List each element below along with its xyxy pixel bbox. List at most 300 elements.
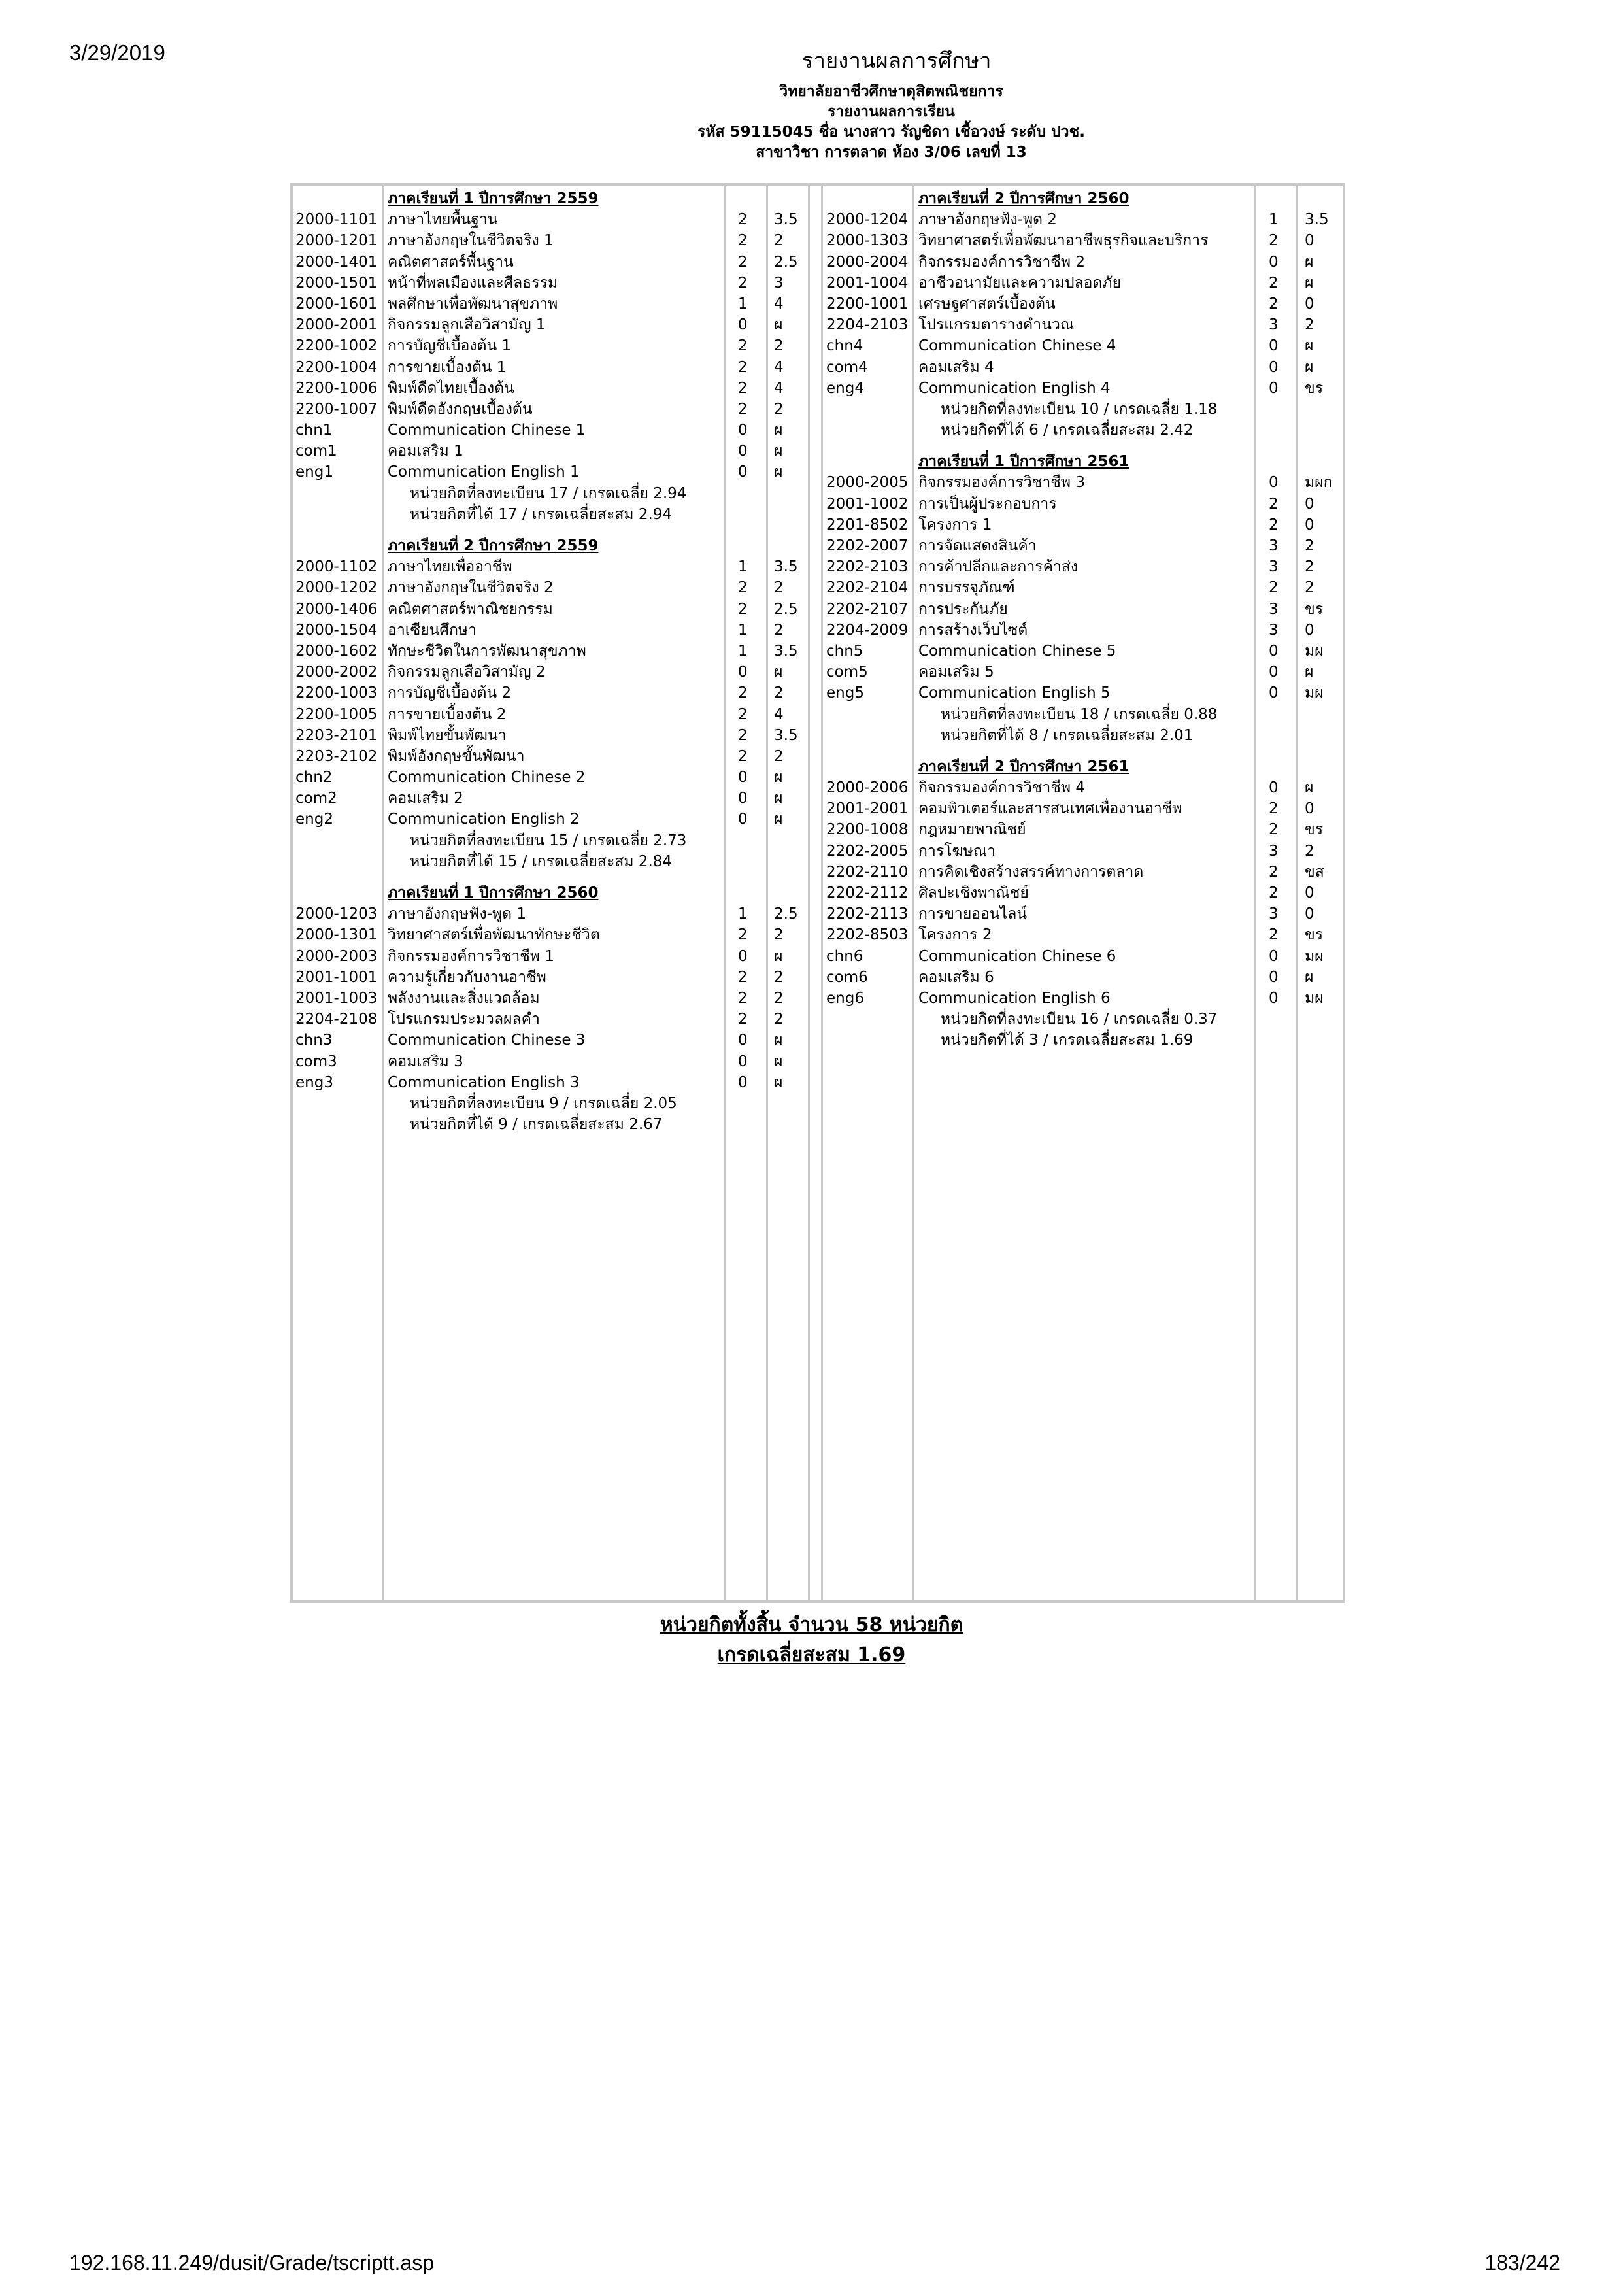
course-code: eng1 <box>295 464 333 481</box>
course-row <box>826 273 1343 294</box>
course-credits: 2 <box>738 232 748 250</box>
course-credits: 0 <box>1269 253 1279 271</box>
course-credits: 0 <box>738 811 748 828</box>
course-code: 2001-1002 <box>826 495 909 513</box>
course-name: กิจกรรมองค์การวิชาชีพ 3 <box>918 474 1085 492</box>
course-name: Communication English 1 <box>388 464 580 481</box>
course-code: chn2 <box>295 769 333 786</box>
course-code: 2000-1303 <box>826 232 909 250</box>
course-name: Communication Chinese 1 <box>388 422 586 439</box>
semester-heading <box>826 188 1343 209</box>
course-grade: 2 <box>774 684 784 702</box>
course-grade: ขร <box>1305 600 1324 618</box>
course-code: chn5 <box>826 642 863 660</box>
course-name: การเป็นผู้ประกอบการ <box>918 495 1057 513</box>
course-code: 2200-1006 <box>295 379 378 397</box>
report-name: รายงานผลการเรียน <box>828 103 955 120</box>
semester-heading <box>295 883 818 903</box>
course-row <box>295 1072 818 1093</box>
print-date: 3/29/2019 <box>69 41 165 65</box>
course-code: 2001-1004 <box>826 274 909 292</box>
summary-text: หน่วยกิตที่ได้ 15 / เกรดเฉลี่ยสะสม 2.84 <box>410 853 673 870</box>
course-grade: 2.5 <box>774 253 798 271</box>
course-code: com3 <box>295 1053 337 1070</box>
course-code: 2204-2009 <box>826 621 909 639</box>
course-row <box>295 294 818 314</box>
course-row <box>826 946 1343 967</box>
summary-text: หน่วยกิตที่ลงทะเบียน 18 / เกรดเฉลี่ย 0.88 <box>941 705 1218 723</box>
course-grade: มผ <box>1305 989 1324 1007</box>
course-row <box>826 335 1343 356</box>
course-row <box>295 314 818 335</box>
semester-gap <box>295 525 818 535</box>
course-credits: 2 <box>738 253 748 271</box>
semester-gap <box>826 441 1343 451</box>
course-credits: 2 <box>1269 232 1279 250</box>
course-name: กฎหมายพาณิชย์ <box>918 821 1026 839</box>
course-name: Communication Chinese 3 <box>388 1032 586 1049</box>
course-name: คอมพิวเตอร์และสารสนเทศเพื่องานอาชีพ <box>918 800 1182 818</box>
course-grade: 3 <box>774 274 784 292</box>
semester-title: ภาคเรียนที่ 2 ปีการศึกษา 2559 <box>388 537 599 554</box>
course-code: com5 <box>826 664 868 681</box>
course-credits: 0 <box>738 316 748 334</box>
course-row <box>295 903 818 924</box>
course-name: คอมเสริม 6 <box>918 968 994 986</box>
course-name: คอมเสริม 5 <box>918 664 994 681</box>
course-credits: 2 <box>738 747 748 765</box>
course-grade: ผ <box>774 422 783 439</box>
course-grade: 2 <box>774 926 784 944</box>
course-credits: 2 <box>738 211 748 229</box>
course-name: การประกันภัย <box>918 600 1008 618</box>
course-code: com1 <box>295 443 337 460</box>
course-credits: 3 <box>1269 537 1279 554</box>
course-credits: 1 <box>738 295 748 312</box>
total-credits: หน่วยกิตทั้งสิ้น จำนวน 58 หน่วยกิต <box>660 1613 963 1636</box>
course-grade: ผ <box>1305 337 1314 355</box>
course-code: 2001-1001 <box>295 968 378 986</box>
course-grade: 0 <box>1305 495 1314 513</box>
course-grade: 2 <box>1305 537 1314 554</box>
course-code: com4 <box>826 358 868 376</box>
course-code: 2200-1004 <box>295 358 378 376</box>
course-credits: 2 <box>1269 495 1279 513</box>
course-grade: ขร <box>1305 821 1324 839</box>
summary-text: หน่วยกิตที่ได้ 6 / เกรดเฉลี่ยสะสม 2.42 <box>941 422 1194 439</box>
course-grade: 2 <box>774 400 784 418</box>
course-grade: 2 <box>1305 558 1314 576</box>
course-credits: 2 <box>738 968 748 986</box>
course-grade: ผ <box>774 790 783 807</box>
course-code: 2000-1301 <box>295 926 378 944</box>
course-grade: 0 <box>1305 885 1314 902</box>
course-grade: ผ <box>774 464 783 481</box>
course-grade: 3.5 <box>774 558 798 576</box>
course-code: 2000-1504 <box>295 621 378 639</box>
course-credits: 2 <box>1269 274 1279 292</box>
course-credits: 2 <box>1269 295 1279 312</box>
course-name: Communication English 2 <box>388 811 580 828</box>
course-credits: 2 <box>1269 516 1279 533</box>
course-grade: ผ <box>774 443 783 460</box>
report-header <box>0 82 1623 163</box>
course-grade: 3.5 <box>774 211 798 229</box>
course-name: Communication English 4 <box>918 379 1111 397</box>
course-row <box>826 883 1343 903</box>
course-code: chn4 <box>826 337 863 355</box>
student-info: รหัส 59115045 ชื่อ นางสาว รัญชิดา เชื้อวงษ์ ระดับ ปวช. <box>697 124 1085 141</box>
course-grade: 2 <box>774 989 784 1007</box>
course-row <box>295 441 818 462</box>
course-code: 2202-2007 <box>826 537 909 554</box>
course-credits: 3 <box>1269 842 1279 860</box>
course-row <box>826 683 1343 703</box>
course-row <box>826 357 1343 378</box>
course-credits: 3 <box>1269 600 1279 618</box>
course-name: ภาษาอังกฤษในชีวิตจริง 1 <box>388 232 554 250</box>
semester-gap <box>295 872 818 883</box>
course-name: พิมพ์ดีดอังกฤษเบื้องต้น <box>388 400 533 418</box>
course-name: วิทยาศาสตร์เพื่อพัฒนาอาชีพธุรกิจและบริการ <box>918 232 1209 250</box>
course-name: พลศึกษาเพื่อพัฒนาสุขภาพ <box>388 295 558 312</box>
course-code: 2202-2110 <box>826 863 909 881</box>
course-code: 2202-8503 <box>826 926 909 944</box>
summary-text: หน่วยกิตที่ได้ 17 / เกรดเฉลี่ยสะสม 2.94 <box>410 505 673 523</box>
course-grade: มผก <box>1305 474 1333 492</box>
course-row <box>295 420 818 441</box>
course-code: 2202-2103 <box>826 558 909 576</box>
course-name: อาชีวอนามัยและความปลอดภัย <box>918 274 1122 292</box>
course-grade: 3.5 <box>774 726 798 744</box>
course-row <box>826 314 1343 335</box>
course-grade: 2 <box>1305 842 1314 860</box>
course-grade: ผ <box>774 1053 783 1070</box>
course-credits: 0 <box>738 1053 748 1070</box>
semester-heading <box>826 451 1343 472</box>
course-credits: 2 <box>738 358 748 376</box>
course-code: eng6 <box>826 989 864 1007</box>
course-credits: 3 <box>1269 621 1279 639</box>
course-credits: 2 <box>738 337 748 355</box>
course-code: 2000-1406 <box>295 600 378 618</box>
course-credits: 0 <box>738 464 748 481</box>
semester-summary <box>295 830 818 851</box>
semester-summary <box>826 399 1343 420</box>
course-credits: 1 <box>738 621 748 639</box>
course-grade: ผ <box>774 769 783 786</box>
course-name: หน้าที่พลเมืองและศีลธรรม <box>388 274 558 292</box>
summary-text: หน่วยกิตที่ลงทะเบียน 15 / เกรดเฉลี่ย 2.73 <box>410 832 687 849</box>
course-row <box>826 798 1343 819</box>
course-code: 2202-2113 <box>826 905 909 923</box>
course-row <box>826 230 1343 251</box>
course-code: 2000-1602 <box>295 642 378 660</box>
semester-summary <box>826 420 1343 441</box>
class-info: สาขาวิชา การตลาด ห้อง 3/06 เลขที่ 13 <box>756 144 1027 161</box>
course-grade: ผ <box>774 316 783 334</box>
course-grade: 2 <box>1305 579 1314 597</box>
course-credits: 3 <box>1269 905 1279 923</box>
course-row <box>295 788 818 809</box>
course-credits: 0 <box>738 664 748 681</box>
course-name: ภาษาอังกฤษในชีวิตจริง 2 <box>388 579 554 597</box>
semester-gap <box>826 746 1343 756</box>
course-code: 2200-1005 <box>295 705 378 723</box>
course-code: 2001-1003 <box>295 989 378 1007</box>
course-credits: 3 <box>1269 316 1279 334</box>
course-row <box>826 641 1343 662</box>
course-name: พิมพ์ไทยขั้นพัฒนา <box>388 726 507 744</box>
course-credits: 2 <box>738 600 748 618</box>
course-credits: 2 <box>1269 926 1279 944</box>
course-grade: ผ <box>1305 274 1314 292</box>
course-name: อาเซียนศึกษา <box>388 621 477 639</box>
course-credits: 0 <box>1269 337 1279 355</box>
course-name: คอมเสริม 3 <box>388 1053 463 1070</box>
course-credits: 0 <box>1269 358 1279 376</box>
course-grade: ขร <box>1305 926 1324 944</box>
course-credits: 2 <box>1269 863 1279 881</box>
course-code: 2000-2004 <box>826 253 909 271</box>
course-code: 2201-8502 <box>826 516 909 533</box>
course-credits: 0 <box>1269 989 1279 1007</box>
course-credits: 0 <box>1269 968 1279 986</box>
course-code: 2202-2104 <box>826 579 909 597</box>
school-name: วิทยาลัยอาชีวศึกษาดุสิตพณิชยการ <box>779 83 1003 100</box>
course-row <box>295 1030 818 1051</box>
semester-title: ภาคเรียนที่ 2 ปีการศึกษา 2560 <box>918 190 1129 207</box>
course-grade: มผ <box>1305 947 1324 965</box>
course-row <box>295 335 818 356</box>
semester-summary <box>826 725 1343 746</box>
course-name: พิมพ์ดีดไทยเบื้องต้น <box>388 379 514 397</box>
course-row <box>826 535 1343 556</box>
semester-title: ภาคเรียนที่ 2 ปีการศึกษา 2561 <box>918 758 1129 775</box>
course-credits: 0 <box>738 947 748 965</box>
semester-summary <box>295 1093 818 1114</box>
course-credits: 2 <box>738 726 748 744</box>
course-grade: 2.5 <box>774 905 798 923</box>
semester-summary <box>295 1114 818 1135</box>
course-name: กิจกรรมองค์การวิชาชีพ 2 <box>918 253 1085 271</box>
course-code: chn6 <box>826 947 863 965</box>
course-row <box>295 946 818 967</box>
summary-text: หน่วยกิตที่ลงทะเบียน 9 / เกรดเฉลี่ย 2.05 <box>410 1094 677 1112</box>
semester-title: ภาคเรียนที่ 1 ปีการศึกษา 2561 <box>918 453 1129 471</box>
semester-summary <box>826 704 1343 725</box>
page-title <box>0 43 1623 78</box>
course-code: 2000-1401 <box>295 253 378 271</box>
course-code: 2000-1101 <box>295 211 378 229</box>
course-name: คณิตศาสตร์พื้นฐาน <box>388 253 514 271</box>
summary-text: หน่วยกิตที่ลงทะเบียน 16 / เกรดเฉลี่ย 0.37 <box>941 1011 1218 1028</box>
course-row <box>826 252 1343 273</box>
course-name: Communication English 3 <box>388 1073 580 1091</box>
course-credits: 2 <box>738 684 748 702</box>
course-code: 2000-1204 <box>826 211 909 229</box>
course-row <box>826 988 1343 1009</box>
course-row <box>826 209 1343 230</box>
course-grade: 2 <box>774 968 784 986</box>
course-name: คอมเสริม 4 <box>918 358 994 376</box>
course-grade: ผ <box>1305 358 1314 376</box>
course-row <box>295 462 818 482</box>
course-credits: 2 <box>738 274 748 292</box>
course-grade: 4 <box>774 379 784 397</box>
course-grade: 0 <box>1305 905 1314 923</box>
course-row <box>826 599 1343 620</box>
course-code: eng5 <box>826 684 864 702</box>
course-row <box>295 620 818 641</box>
course-code: 2000-1102 <box>295 558 378 576</box>
course-code: 2000-1601 <box>295 295 378 312</box>
course-grade: 3.5 <box>1305 211 1329 229</box>
course-grade: 2 <box>774 747 784 765</box>
course-name: เศรษฐศาสตร์เบื้องต้น <box>918 295 1056 312</box>
course-code: 2200-1002 <box>295 337 378 355</box>
course-grade: 2 <box>774 579 784 597</box>
course-credits: 0 <box>1269 642 1279 660</box>
course-grade: 0 <box>1305 295 1314 312</box>
course-name: การบัญชีเบื้องต้น 1 <box>388 337 512 355</box>
course-credits: 3 <box>1269 558 1279 576</box>
course-credits: 0 <box>738 769 748 786</box>
course-code: 2000-1203 <box>295 905 378 923</box>
course-credits: 1 <box>738 558 748 576</box>
right-column <box>826 188 1343 1051</box>
course-name: ภาษาไทยเพื่ออาชีพ <box>388 558 512 576</box>
course-name: การบัญชีเบื้องต้น 2 <box>388 684 512 702</box>
course-credits: 2 <box>1269 579 1279 597</box>
course-code: chn3 <box>295 1032 333 1049</box>
course-name: โครงการ 2 <box>918 926 992 944</box>
course-grade: มผ <box>1305 684 1324 702</box>
course-code: 2000-2006 <box>826 779 909 797</box>
course-code: 2200-1003 <box>295 684 378 702</box>
course-name: ความรู้เกี่ยวกับงานอาชีพ <box>388 968 546 986</box>
course-grade: 4 <box>774 705 784 723</box>
course-name: โปรแกรมประมวลผลคำ <box>388 1011 540 1028</box>
course-name: กิจกรรมลูกเสือวิสามัญ 2 <box>388 664 546 681</box>
course-row <box>295 746 818 767</box>
course-name: ทักษะชีวิตในการพัฒนาสุขภาพ <box>388 642 586 660</box>
course-code: 2000-1501 <box>295 274 378 292</box>
summary-text: หน่วยกิตที่ได้ 3 / เกรดเฉลี่ยสะสม 1.69 <box>941 1032 1194 1049</box>
course-row <box>295 273 818 294</box>
course-grade: 4 <box>774 358 784 376</box>
course-credits: 0 <box>1269 684 1279 702</box>
course-row <box>295 924 818 945</box>
course-name: Communication Chinese 5 <box>918 642 1116 660</box>
course-row <box>295 556 818 577</box>
course-name: กิจกรรมองค์การวิชาชีพ 4 <box>918 779 1085 797</box>
course-name: การขายออนไลน์ <box>918 905 1028 923</box>
semester-title: ภาคเรียนที่ 1 ปีการศึกษา 2560 <box>388 885 599 902</box>
course-grade: 2 <box>774 621 784 639</box>
course-code: 2200-1008 <box>826 821 909 839</box>
course-row <box>295 725 818 746</box>
summary-text: หน่วยกิตที่ได้ 8 / เกรดเฉลี่ยสะสม 2.01 <box>941 726 1194 744</box>
course-credits: 2 <box>738 400 748 418</box>
course-row <box>295 378 818 399</box>
course-row <box>295 209 818 230</box>
course-credits: 2 <box>738 989 748 1007</box>
course-row <box>826 472 1343 493</box>
course-grade: ผ <box>774 664 783 681</box>
course-row <box>295 1009 818 1030</box>
course-name: กิจกรรมองค์การวิชาชีพ 1 <box>388 947 554 965</box>
course-credits: 2 <box>1269 821 1279 839</box>
course-grade: ผ <box>1305 779 1314 797</box>
course-row <box>826 577 1343 598</box>
course-name: การคิดเชิงสร้างสรรค์ทางการตลาด <box>918 863 1144 881</box>
course-name: คณิตศาสตร์พาณิชยกรรม <box>388 600 553 618</box>
course-name: คอมเสริม 1 <box>388 443 463 460</box>
course-row <box>295 230 818 251</box>
course-grade: 0 <box>1305 516 1314 533</box>
course-code: 2204-2108 <box>295 1011 378 1028</box>
course-code: 2203-2102 <box>295 747 378 765</box>
course-grade: 0 <box>1305 621 1314 639</box>
course-grade: 2.5 <box>774 600 798 618</box>
course-code: 2200-1001 <box>826 295 909 312</box>
course-credits: 0 <box>1269 664 1279 681</box>
course-row <box>295 357 818 378</box>
course-code: 2000-2001 <box>295 316 378 334</box>
course-row <box>826 903 1343 924</box>
course-grade: 0 <box>1305 800 1314 818</box>
course-row <box>295 704 818 725</box>
course-grade: ผ <box>1305 968 1314 986</box>
course-grade: ขส <box>1305 863 1324 881</box>
course-credits: 2 <box>738 705 748 723</box>
course-grade: 2 <box>774 232 784 250</box>
course-code: 2202-2112 <box>826 885 909 902</box>
course-grade: ผ <box>1305 253 1314 271</box>
semester-heading <box>295 535 818 556</box>
table-divider <box>821 183 823 1603</box>
course-code: 2202-2107 <box>826 600 909 618</box>
course-name: กิจกรรมลูกเสือวิสามัญ 1 <box>388 316 546 334</box>
course-name: การบรรจุภัณฑ์ <box>918 579 1015 597</box>
course-grade: 2 <box>774 1011 784 1028</box>
course-name: การขายเบื้องต้น 2 <box>388 705 507 723</box>
course-code: 2000-2002 <box>295 664 378 681</box>
course-credits: 0 <box>1269 474 1279 492</box>
page-title-text: รายงานผลการศึกษา <box>801 48 992 73</box>
course-name: ศิลปะเชิงพาณิชย์ <box>918 885 1029 902</box>
course-row <box>826 819 1343 840</box>
course-row <box>295 767 818 788</box>
course-credits: 0 <box>738 422 748 439</box>
course-credits: 1 <box>1269 211 1279 229</box>
course-code: chn1 <box>295 422 333 439</box>
course-grade: มผ <box>1305 642 1324 660</box>
course-code: 2000-1202 <box>295 579 378 597</box>
course-row <box>295 641 818 662</box>
course-credits: 0 <box>738 1032 748 1049</box>
course-code: 2001-2001 <box>826 800 909 818</box>
course-row <box>826 841 1343 862</box>
course-row <box>295 1051 818 1072</box>
course-name: โปรแกรมตารางคำนวณ <box>918 316 1075 334</box>
course-row <box>826 515 1343 535</box>
course-row <box>826 777 1343 798</box>
course-credits: 0 <box>1269 779 1279 797</box>
course-row <box>295 809 818 830</box>
course-name: ภาษาอังกฤษฟัง-พูด 1 <box>388 905 527 923</box>
